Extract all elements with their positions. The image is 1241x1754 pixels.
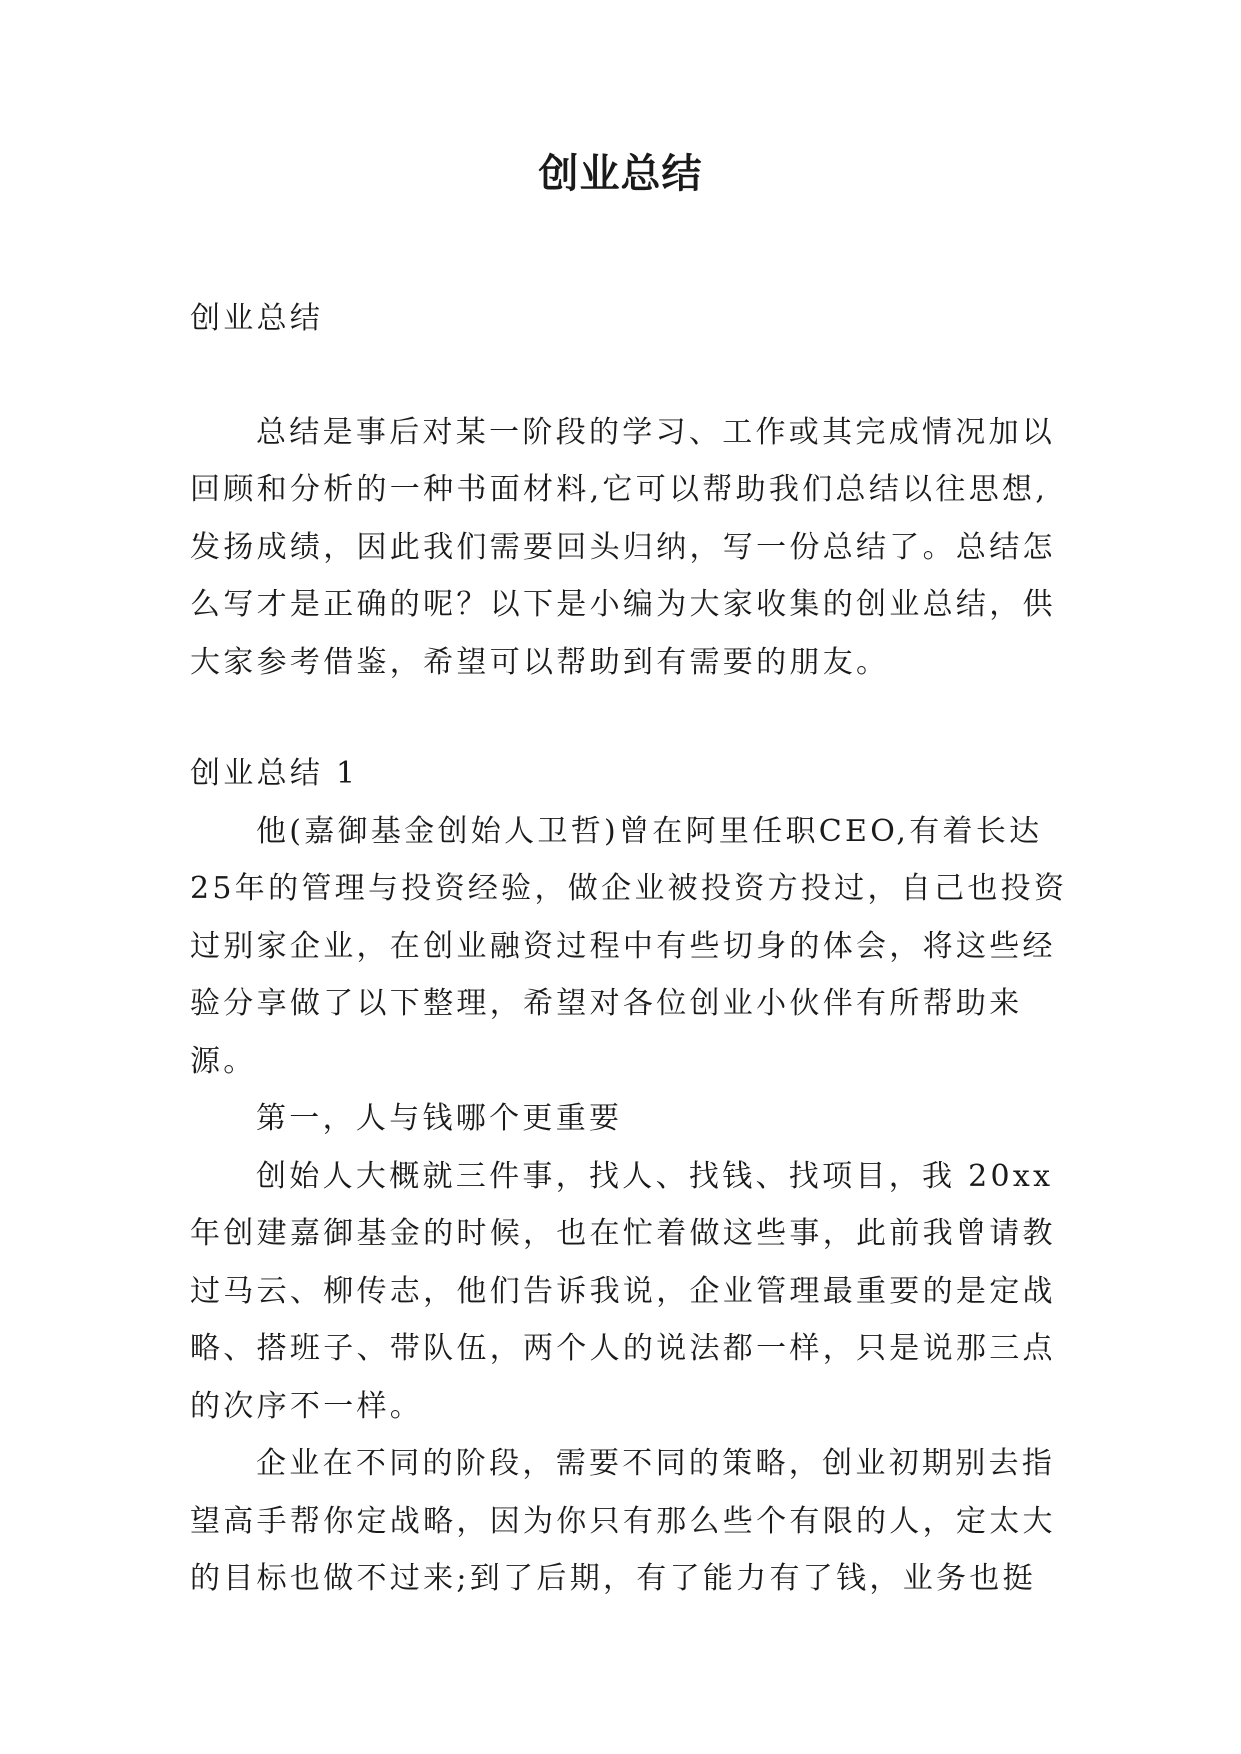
document-body [190, 290, 1070, 1608]
body-paragraph: 创始人大概就三件事，找人、找钱、找项目，我 20xx 年创建嘉御基金的时候，也在忙着做这些事，此前我曾请教过马云、柳传志，他们告诉我说，企业管理最重要的是定战略、搭班子、带队伍，两个人的说法都一样，只是说那三点的次序不一样。 [190, 1158, 1056, 1424]
document-title: 创业总结 [538, 151, 703, 197]
body-paragraph: 企业在不同的阶段，需要不同的策略，创业初期别去指望高手帮你定战略，因为你只有那么些个有限的人，定太大的目标也做不过来;到了后期，有了能力有了钱，业务也挺 [190, 1446, 1056, 1596]
intro-paragraph: 总结是事后对某一阶段的学习、工作或其完成情况加以回顾和分析的一种书面材料,它可以帮助我们总结以往思想,发扬成绩，因此我们需要回头归纳，写一份总结了。总结怎么写才是正确的呢？以下是小编为大家收集的创业总结，供大家参考借鉴，希望可以帮助到有需要的朋友。 [190, 414, 1056, 680]
section-heading: 创业总结 1 [190, 756, 359, 791]
point-heading: 第一，人与钱哪个更重要 [256, 1101, 623, 1136]
document-subtitle: 创业总结 [190, 301, 324, 336]
body-paragraph: 他(嘉御基金创始人卫哲)曾在阿里任职CEO,有着长达25年的管理与投资经验，做企业被投资方投过，自己也投资过别家企业，在创业融资过程中有些切身的体会，将这些经验分享做了以下整理，希望对各位创业小伙伴有所帮助来源。 [190, 813, 1068, 1079]
